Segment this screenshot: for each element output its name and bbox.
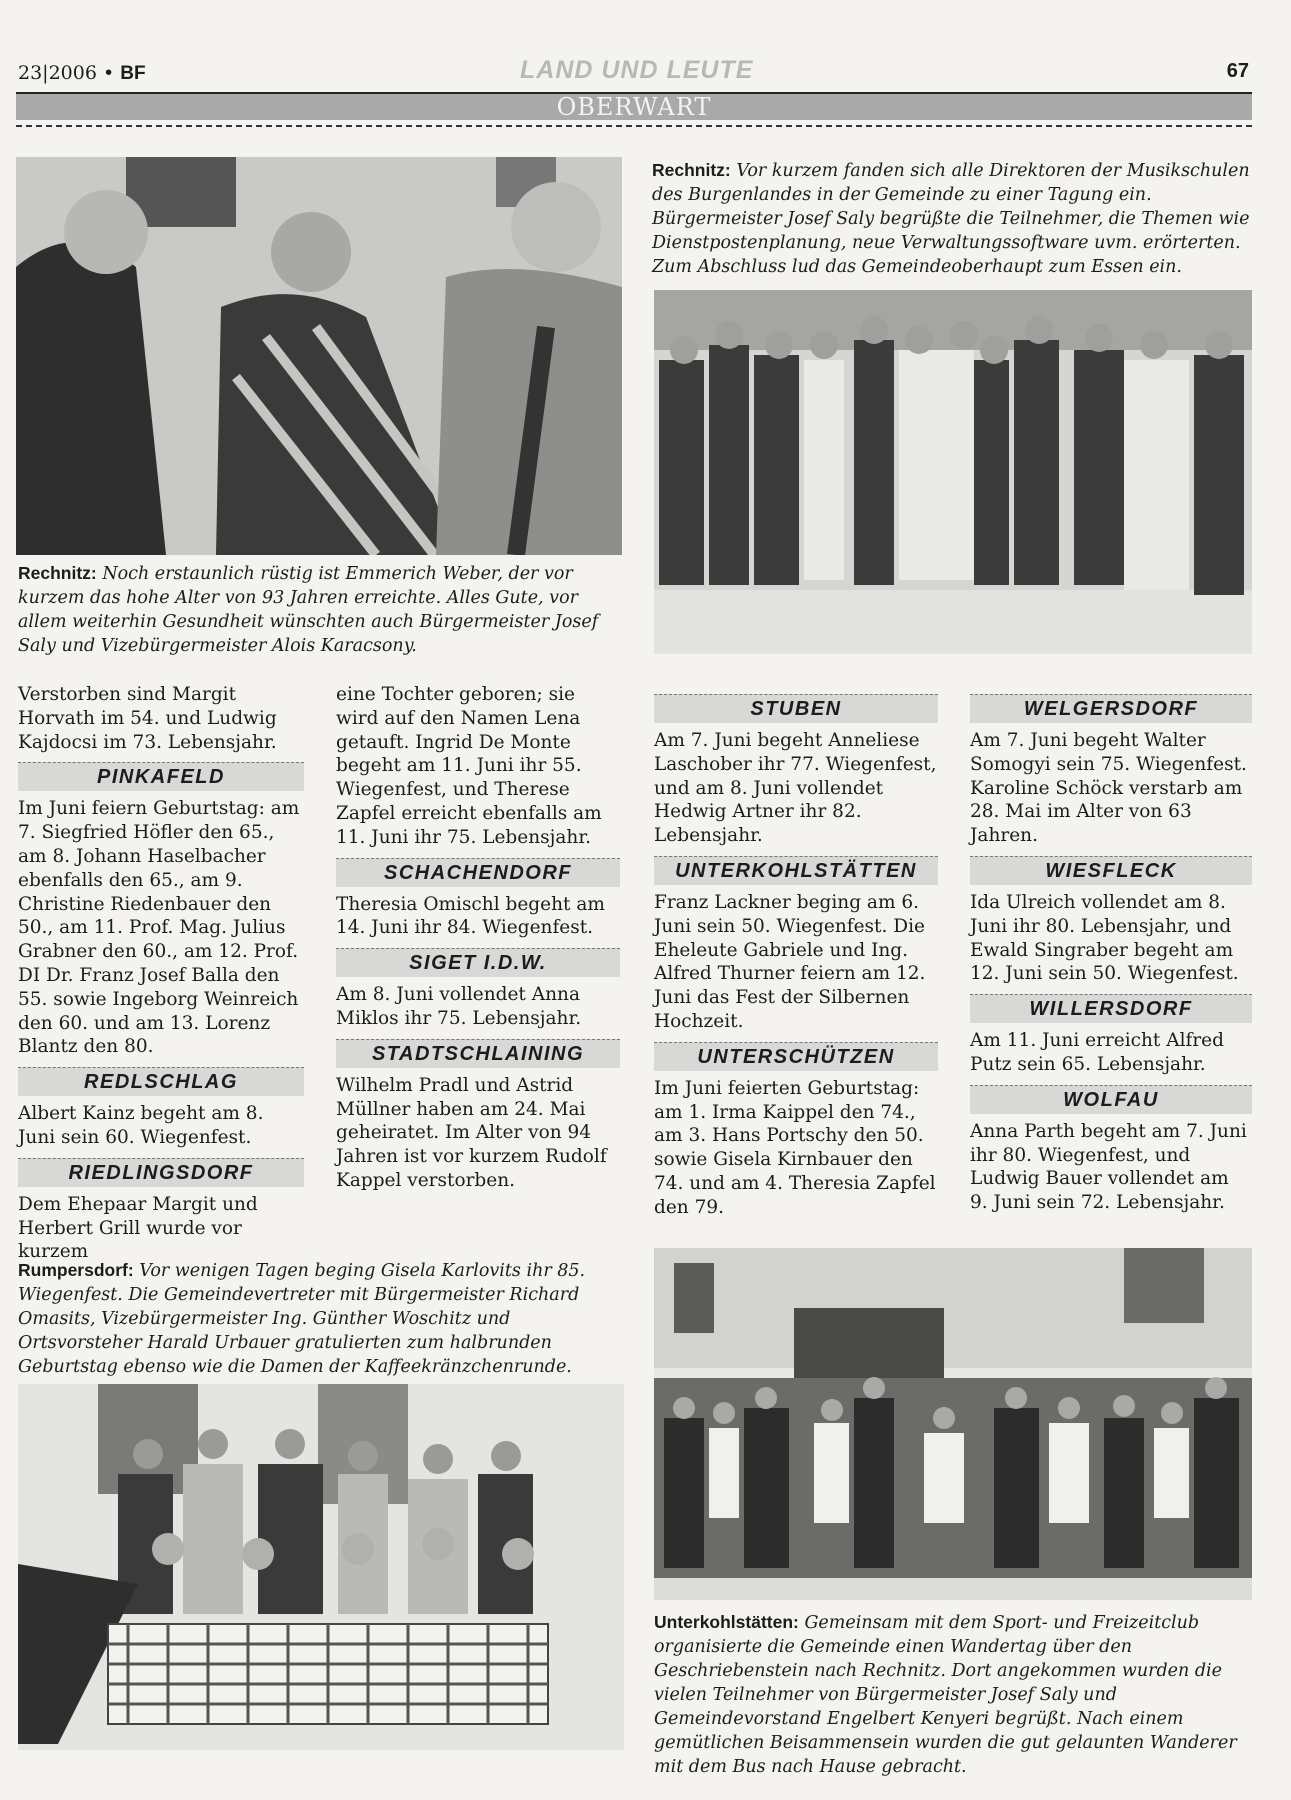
- issue-info: 23|2006 • BF: [18, 62, 146, 84]
- text-unterschuetzen: Im Juni feierten Geburtstag: am 1. Irma Kaippel den 74., am 3. Hans Portschy den 50. sowie Gisela Kirnbauer den 74. und am 4. Theresia Zapfel den 79.: [654, 1077, 936, 1218]
- text-wiesfleck: Ida Ulreich vollendet am 8. Juni ihr 80. Lebensjahr, und Ewald Singraber begeht am 12. Juni sein 50. Wiegenfest.: [970, 891, 1239, 985]
- section-title: LAND UND LEUTE: [520, 56, 754, 84]
- heading-welgersdorf: WELGERSDORF: [970, 694, 1252, 723]
- region-band: [16, 94, 1252, 120]
- header-dash-rule: [16, 125, 1252, 127]
- text-schachendorf: Theresia Omischl begeht am 14. Juni ihr 84. Wiegenfest.: [336, 893, 605, 939]
- heading-redlschlag: REDLSCHLAG: [18, 1067, 304, 1096]
- heading-stadtschlaining: STADTSCHLAINING: [336, 1039, 620, 1068]
- text-welgersdorf: Am 7. Juni begeht Walter Somogyi sein 75. Wiegenfest. Karoline Schöck verstarb am 28. Mai im Alter von 63 Jahren.: [970, 730, 1247, 847]
- col2-intro: eine Tochter geboren; sie wird auf den Namen Lena getauft. Ingrid De Monte begeht am 11. Juni ihr 55. Wiegenfest, und Therese Zapfel erreicht ebenfalls am 11. Juni ihr 75. Lebensjahr.: [336, 684, 602, 848]
- column-3: [654, 694, 938, 1220]
- photo-emmerich-weber: [16, 157, 622, 555]
- text-siget: Am 8. Juni vollendet Anna Miklos ihr 75. Lebensjahr.: [336, 984, 582, 1029]
- page-number: 67: [1226, 60, 1249, 82]
- text-stadtschlaining: Wilhelm Pradl und Astrid Müllner haben am 24. Mai geheiratet. Im Alter von 94 Jahren ist vor kurzem Rudolf Kappel verstorben.: [336, 1074, 607, 1191]
- photo-rumpersdorf: [18, 1384, 624, 1750]
- photo-music-school-directors: [654, 290, 1252, 654]
- column-4: [970, 694, 1252, 1215]
- heading-riedlingsdorf: RIEDLINGSDORF: [18, 1158, 304, 1187]
- caption-photo-unterkohlstaetten: Unterkohlstätten: Gemeinsam mit dem Sport- und Freizeitclub organisierte die Gemeinde einen Wandertag über den Geschriebenstein nach Rechnitz. Dort angekommen wurden die vielen Teilnehmer von Bürgermeister Josef Saly und Gemeindevorstand Engelbert Kenyeri begrüßt. Nach einem gemütlichen Beisammensein wurden die gut gelaunten Wanderer mit dem Bus nach Hause gebracht.: [654, 1612, 1237, 1777]
- text-redlschlag: Albert Kainz begeht am 8. Juni sein 60. Wiegenfest.: [18, 1103, 264, 1148]
- text-willersdorf: Am 11. Juni erreicht Alfred Putz sein 65. Lebensjahr.: [970, 1030, 1224, 1075]
- heading-unterkohlstaetten: UNTERKOHLSTÄTTEN: [654, 856, 938, 885]
- caption-photo-rumpersdorf: Rumpersdorf: Vor wenigen Tagen beging Gisela Karlovits ihr 85. Wiegenfest. Die Gemeindevertreter mit Bürgermeister Richard Omasits, Vizebürgermeister Ing. Günther Woschitz und Ortsvorsteher Harald Urbauer gratulierten zum halbrunden Geburtstag ebenso wie die Damen der Kaffeekränzchenrunde.: [18, 1260, 586, 1377]
- heading-schachendorf: SCHACHENDORF: [336, 858, 620, 887]
- column-2: [336, 683, 620, 1193]
- heading-willersdorf: WILLERSDORF: [970, 994, 1252, 1023]
- col1-intro: Verstorben sind Margit Horvath im 54. und Ludwig Kajdocsi im 73. Lebensjahr.: [18, 684, 277, 753]
- text-stuben: Am 7. Juni begeht Anneliese Laschober ihr 77. Wiegenfest, und am 8. Juni vollendet Hedwig Artner ihr 82. Lebensjahr.: [654, 730, 937, 847]
- heading-wolfau: WOLFAU: [970, 1085, 1252, 1114]
- heading-siget: SIGET I.D.W.: [336, 948, 620, 977]
- caption-photo-music-school-directors: Rechnitz: Vor kurzem fanden sich alle Direktoren der Musikschulen des Burgenlandes in der Gemeinde zu einer Tagung ein. Bürgermeister Josef Saly begrüßte die Teilnehmer, die Themen wie Dienstpostenplanung, neue Verwaltungssoftware uvm. erörterten. Zum Abschluss lud das Gemeindeoberhaupt zum Essen ein.: [652, 160, 1250, 277]
- heading-stuben: STUBEN: [654, 694, 938, 723]
- heading-unterschuetzen: UNTERSCHÜTZEN: [654, 1042, 938, 1071]
- column-1: [18, 683, 304, 1264]
- heading-wiesfleck: WIESFLECK: [970, 856, 1252, 885]
- text-wolfau: Anna Parth begeht am 7. Juni ihr 80. Wiegenfest, und Ludwig Bauer vollendet am 9. Juni sein 72. Lebensjahr.: [970, 1120, 1247, 1214]
- caption-photo-emmerich-weber: Rechnitz: Noch erstaunlich rüstig ist Emmerich Weber, der vor kurzem das hohe Alter von 93 Jahren erreichte. Alles Gute, vor allem weiterhin Gesundheit wünschten auch Bürgermeister Josef Saly und Vizebürgermeister Alois Karacsony.: [18, 563, 599, 656]
- region-title: OBERWART: [556, 93, 712, 121]
- heading-pinkafeld: PINKAFELD: [18, 762, 304, 791]
- text-riedlingsdorf: Dem Ehepaar Margit und Herbert Grill wurde vor kurzem: [18, 1193, 258, 1263]
- text-unterkohlstaetten: Franz Lackner beging am 6. Juni sein 50. Wiegenfest. Die Eheleute Gabriele und Ing. Alfred Thurner feiern am 12. Juni das Fest der Silbernen Hochzeit.: [654, 891, 926, 1032]
- photo-unterkohlstaetten-wandertag: [654, 1248, 1252, 1600]
- text-pinkafeld: Im Juni feiern Geburtstag: am 7. Siegfried Höfler den 65., am 8. Johann Haselbacher ebenfalls den 65., am 9. Christine Riedenbauer den 50., am 11. Prof. Mag. Julius Grabner den 60., am 12. Prof. DI Dr. Franz Josef Balla den 55. sowie Ingeborg Weinreich den 60. und am 13. Lorenz Blantz den 80.: [18, 798, 300, 1058]
